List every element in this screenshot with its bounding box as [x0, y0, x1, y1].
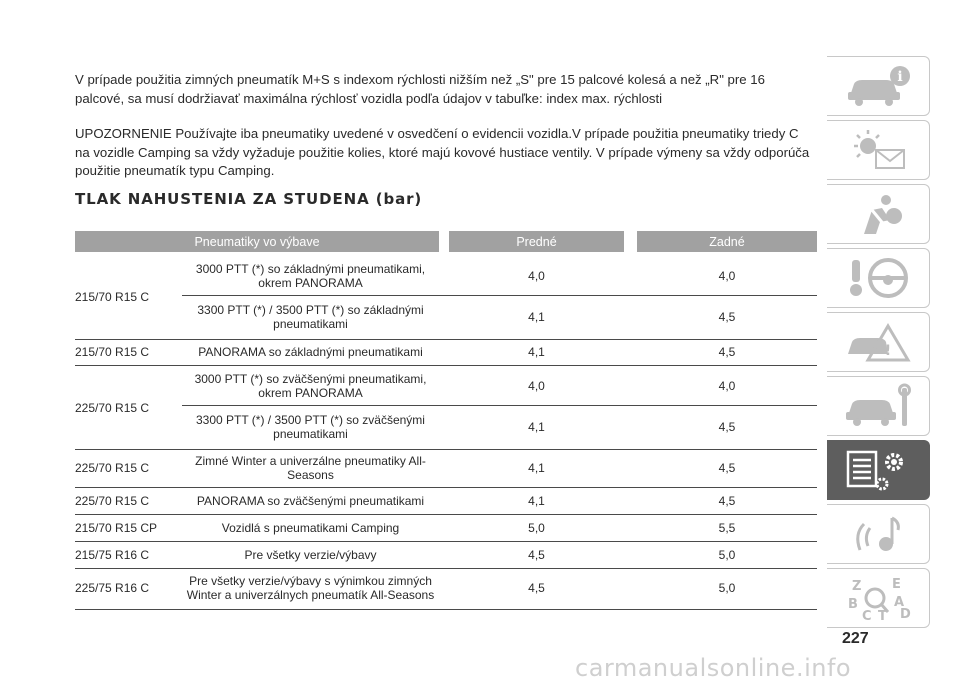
version-cell: 3000 PTT (*) so zväčšenými pneumatikami, okrem PANORAMA — [194, 371, 427, 400]
version-cell: Pre všetky verzie/výbavy s výnimkou zimných Winter a univerzálnych pneumatík All-Seasons — [186, 573, 435, 602]
tab-car-info[interactable] — [827, 56, 930, 116]
table-divider — [182, 295, 817, 296]
rear-pressure-cell: 4,5 — [718, 493, 736, 508]
svg-text:!: ! — [884, 343, 892, 359]
svg-text:B: B — [848, 597, 858, 612]
steering-wheel-key-icon — [842, 254, 914, 302]
car-info-icon — [842, 62, 914, 110]
page-number: 227 — [842, 630, 869, 647]
intro-paragraph: V prípade použitia zimných pneumatík M+S s indexom rýchlosti nižším než „S" pre 15 palcové kolesá a než „R" pre 16 palcové, sa musí dodržiavať maximálna rýchlosť vozidla podľa údajov v tabuľke: index max. rýchlosti — [75, 72, 765, 106]
version-cell: 3000 PTT (*) so základnými pneumatikami, okrem PANORAMA — [195, 261, 426, 290]
tyre-size-cell: 225/70 R15 C — [75, 493, 150, 508]
table-divider — [182, 405, 817, 406]
tyre-size-cell: 215/70 R15 C — [75, 345, 150, 360]
tab-multimedia[interactable] — [827, 504, 930, 564]
svg-text:T: T — [878, 609, 887, 622]
version-cell: Vozidlá s pneumatikami Camping — [221, 520, 400, 535]
front-pressure-cell: 4,1 — [528, 309, 545, 324]
front-pressure-cell: 5,0 — [528, 520, 545, 535]
tab-emergency[interactable] — [827, 312, 930, 372]
tyre-size-cell: 215/70 R15 C — [75, 289, 150, 304]
tab-technical-data[interactable] — [827, 440, 930, 500]
front-pressure-cell: 4,1 — [528, 345, 545, 360]
multimedia-icon — [842, 510, 914, 558]
tab-index[interactable] — [827, 568, 930, 628]
tab-service[interactable] — [827, 376, 930, 436]
rear-pressure-cell: 5,5 — [718, 520, 736, 535]
tyre-size-cell: 225/75 R16 C — [75, 580, 150, 595]
column-header-rear: Zadné — [637, 231, 817, 252]
car-service-icon — [842, 382, 914, 430]
tyre-size-cell: 225/70 R15 C — [75, 400, 150, 415]
column-header-front: Predné — [449, 231, 624, 252]
version-cell: 3300 PTT (*) / 3500 PTT (*) so základnými pneumatikami — [197, 302, 424, 331]
tab-safety[interactable] — [827, 184, 930, 244]
rear-pressure-cell: 4,5 — [718, 345, 736, 360]
front-pressure-cell: 4,1 — [528, 493, 545, 508]
front-pressure-cell: 4,0 — [528, 268, 545, 283]
tyre-size-cell: 215/75 R16 C — [75, 547, 150, 562]
rear-pressure-cell: 4,5 — [718, 309, 736, 324]
rear-pressure-cell: 4,0 — [718, 378, 736, 393]
emergency-icon — [842, 318, 914, 366]
rear-pressure-cell: 4,0 — [718, 268, 736, 283]
version-cell: 3300 PTT (*) / 3500 PTT (*) so zväčšenými pneumatikami — [196, 412, 425, 441]
version-cell: PANORAMA so zväčšenými pneumatikami — [196, 493, 425, 508]
watermark: carmanualsonline.info — [575, 654, 852, 682]
version-cell: Pre všetky verzie/výbavy — [244, 547, 377, 562]
svg-text:Z: Z — [852, 579, 862, 594]
tyre-size-cell: 225/70 R15 C — [75, 460, 150, 475]
svg-text:i: i — [897, 69, 903, 85]
warning-paragraph: UPOZORNENIE Používajte iba pneumatiky uvedené v osvedčení o evidencii vozidla.V prípade použitia pneumatiky triedy C na vozidle Camping sa vždy vyžaduje použitie kolies, ktoré majú kovové hustiace ventily. V prípade výmeny sa vždy odporúča použitie pneumatík typu Camping. — [75, 126, 810, 178]
svg-text:A: A — [894, 595, 905, 610]
airbag-seat-icon — [842, 190, 914, 238]
svg-text:E: E — [892, 577, 901, 592]
alphabetical-index-icon — [842, 574, 914, 622]
svg-text:C: C — [862, 609, 872, 622]
tab-warning-lights[interactable] — [827, 120, 930, 180]
column-header-tyres: Pneumatiky vo výbave — [75, 231, 439, 252]
front-pressure-cell: 4,1 — [528, 419, 545, 434]
front-pressure-cell: 4,5 — [528, 547, 545, 562]
section-heading: TLAK NAHUSTENIA ZA STUDENA (bar) — [75, 190, 423, 208]
front-pressure-cell: 4,1 — [528, 460, 545, 475]
table-divider — [75, 365, 817, 366]
svg-text:D: D — [900, 607, 911, 622]
rear-pressure-cell: 4,5 — [718, 460, 736, 475]
rear-pressure-cell: 5,0 — [718, 547, 736, 562]
tab-starting-driving[interactable] — [827, 248, 930, 308]
technical-data-icon — [842, 446, 914, 494]
rear-pressure-cell: 4,5 — [718, 419, 736, 434]
version-cell: Zimné Winter a univerzálne pneumatiky All-Seasons — [195, 453, 426, 482]
rear-pressure-cell: 5,0 — [718, 580, 736, 595]
tyre-size-cell: 215/70 R15 CP — [75, 520, 158, 535]
version-cell: PANORAMA so základnými pneumatikami — [198, 345, 423, 360]
front-pressure-cell: 4,0 — [528, 378, 545, 393]
front-pressure-cell: 4,5 — [528, 580, 545, 595]
warning-lights-icon — [842, 126, 914, 174]
table-divider — [75, 609, 817, 610]
